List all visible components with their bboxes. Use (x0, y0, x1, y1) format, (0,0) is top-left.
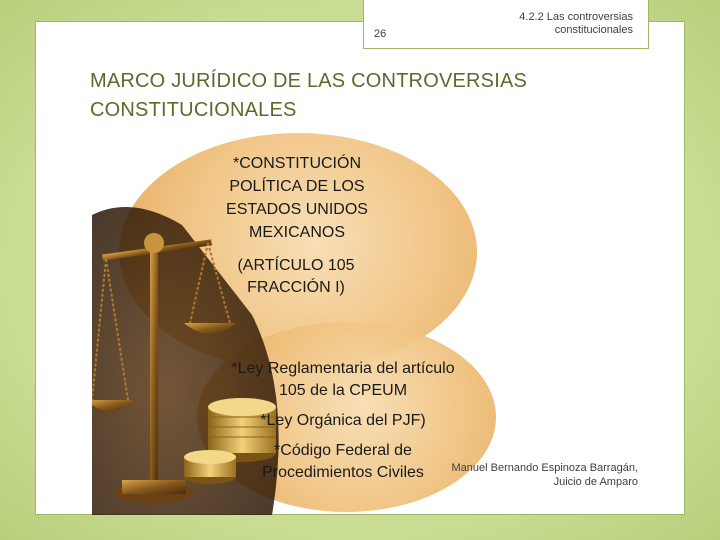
source-credit: Manuel Bernando Espinoza Barragán, Juicio de Amparo (451, 462, 638, 488)
page-number: 26 (374, 28, 387, 40)
laws-list (228, 358, 458, 484)
law-item: *Código Federal de Procedimientos Civiles (262, 442, 424, 481)
constitution-article: (ARTÍCULO 105 FRACCIÓN I) (237, 257, 355, 296)
law-item: *Ley Reglamentaria del artículo 105 de la CPEUM (231, 360, 455, 399)
section-label: 4.2.2 Las controversias constitucionales (519, 11, 633, 36)
law-item: *Ley Orgánica del PJF) (260, 412, 426, 429)
slide-title: MARCO JURÍDICO DE LAS CONTROVERSIAS CONSTITUCIONALES (90, 70, 528, 121)
constitution-title: *CONSTITUCIÓN POLÍTICA DE LOS ESTADOS UNIDOS MEXICANOS (226, 155, 368, 241)
